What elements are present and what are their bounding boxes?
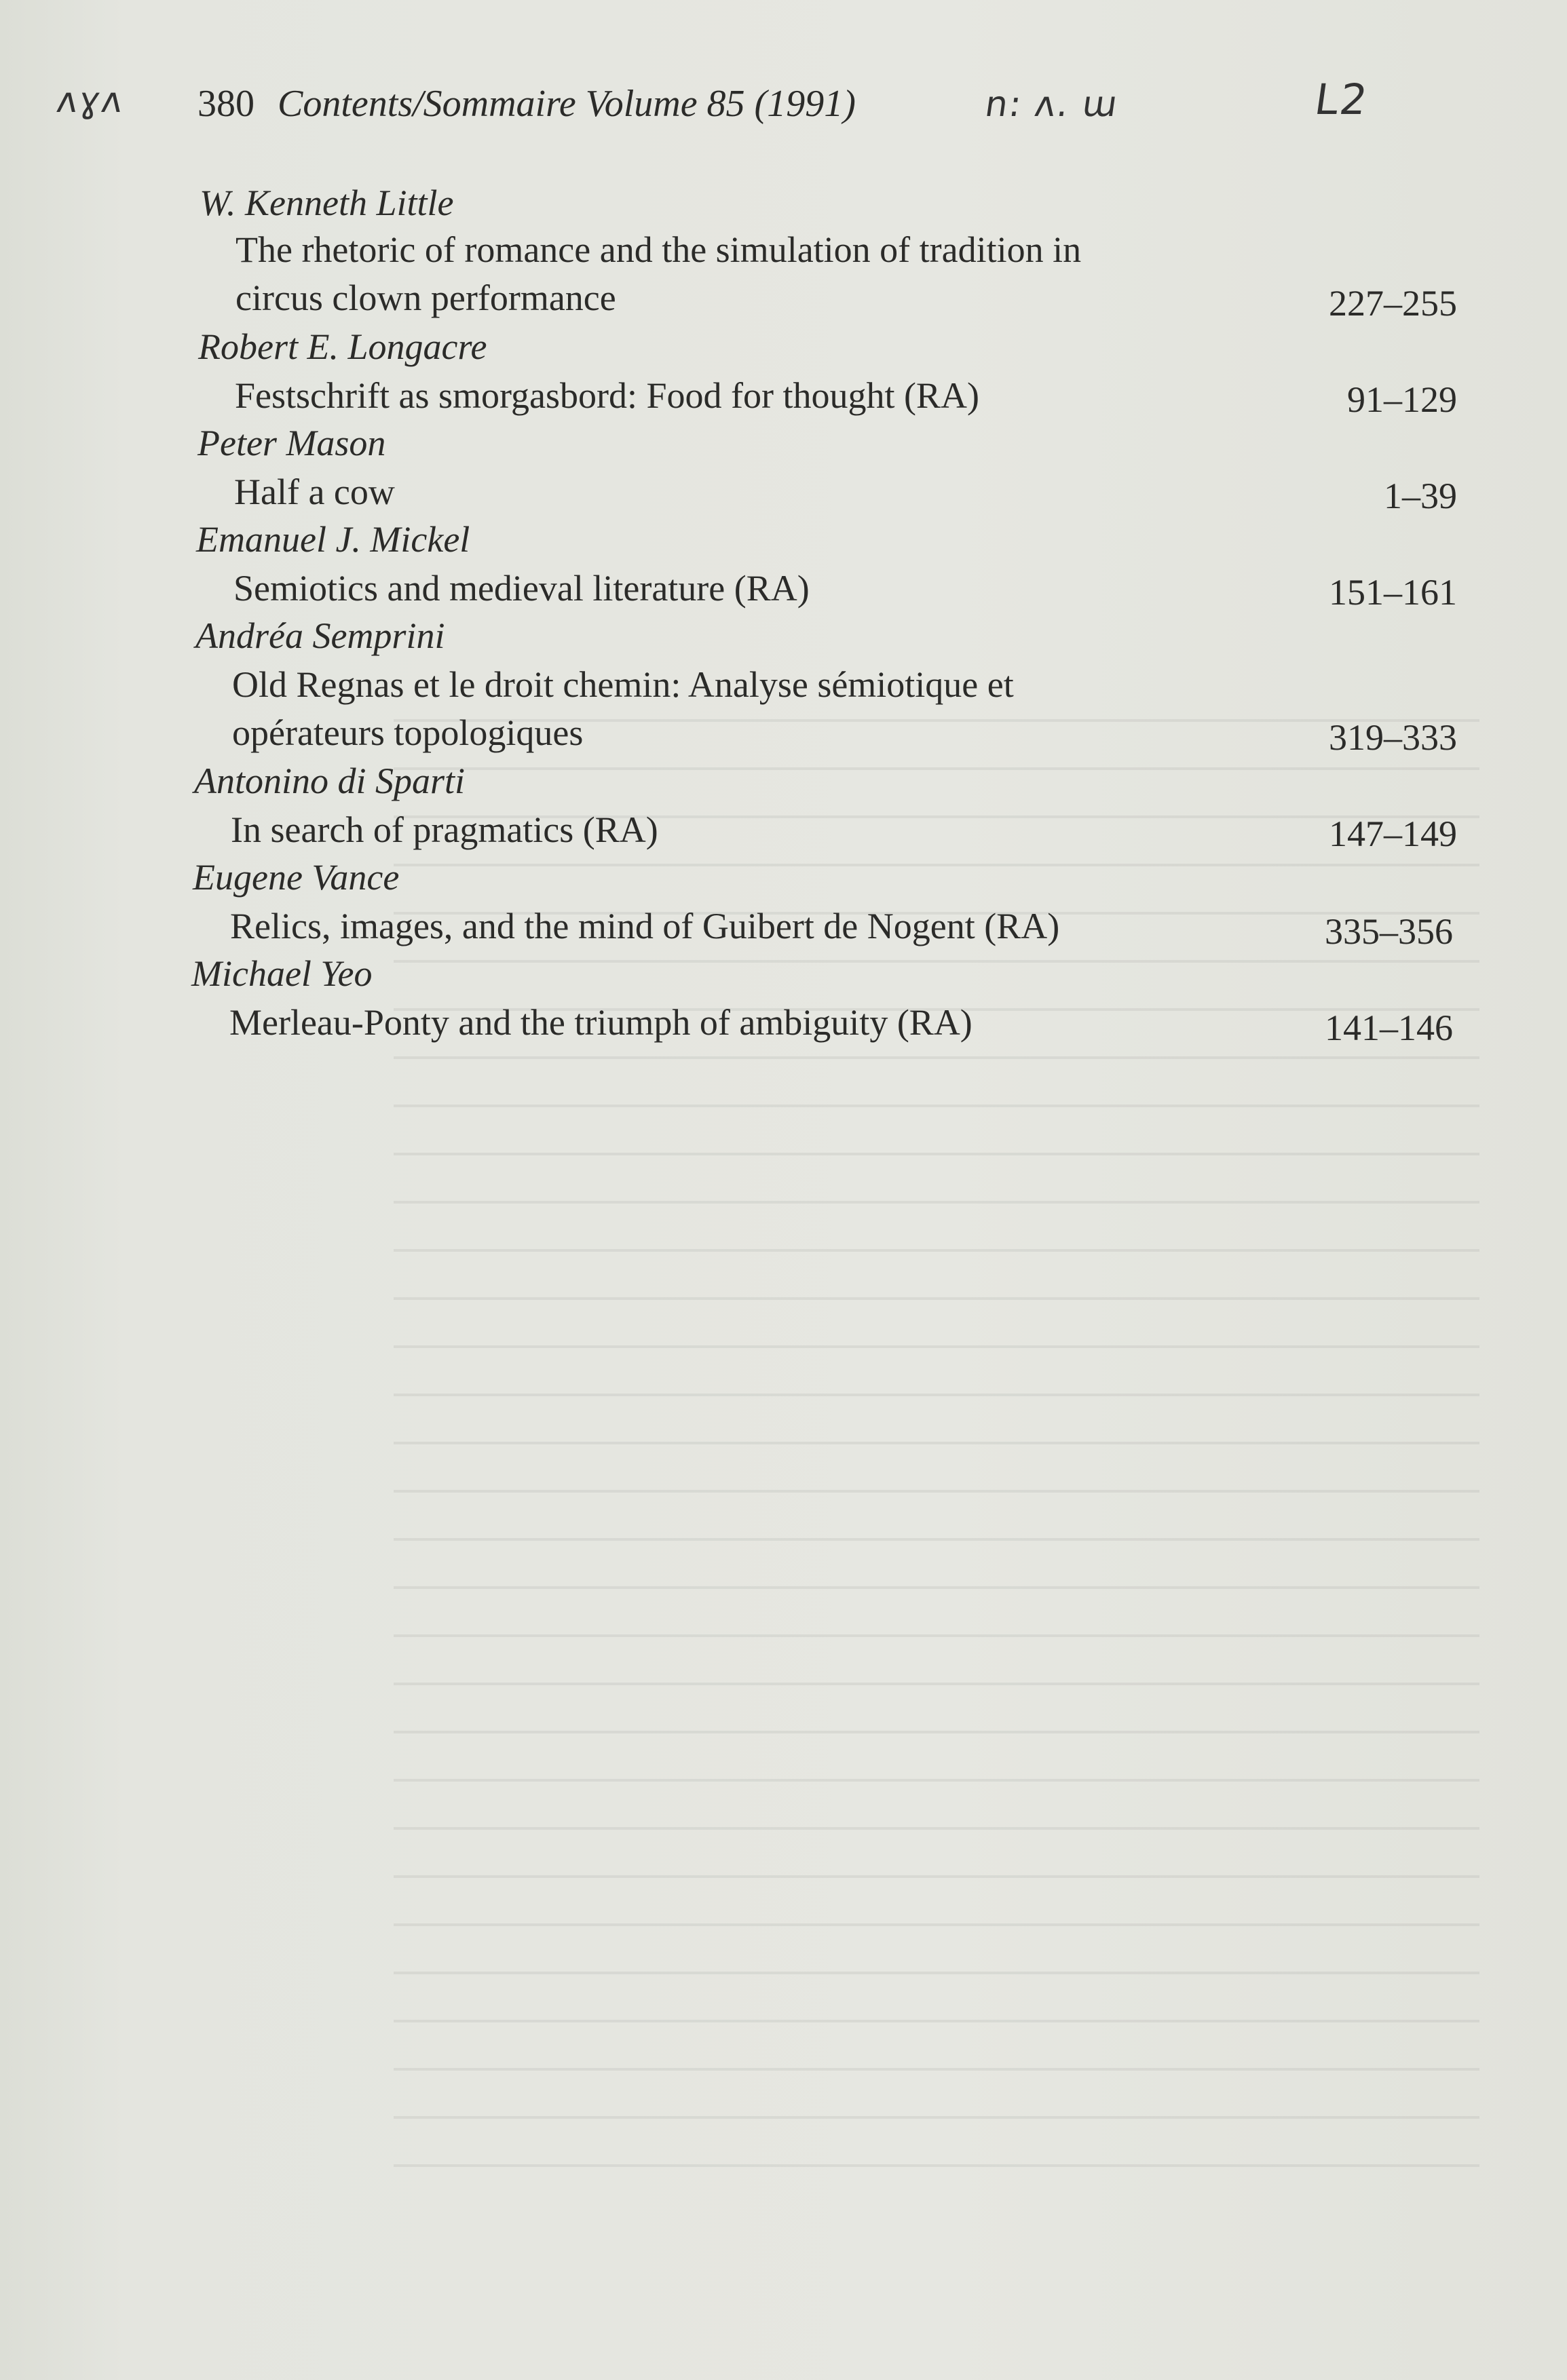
entry-author: Andréa Semprini xyxy=(195,615,445,656)
entry-title: Relics, images, and the mind of Guibert de Nogent (RA) xyxy=(230,906,1060,946)
page-number: 380 xyxy=(197,83,254,125)
entry-pages: 151–161 xyxy=(1329,572,1457,613)
entry-title: Merleau-Ponty and the triumph of ambiguity (RA) xyxy=(229,1002,973,1043)
entry-author: Michael Yeo xyxy=(191,953,373,994)
entry-author: W. Kenneth Little xyxy=(200,183,454,223)
running-title: Contents/Sommaire Volume 85 (1991) xyxy=(278,83,856,125)
entry-author: Robert E. Longacre xyxy=(198,326,487,367)
entry-author: Antonino di Sparti xyxy=(194,761,466,801)
entry-title: The rhetoric of romance and the simulation of tradition in xyxy=(235,229,1082,270)
entry-pages: 1–39 xyxy=(1384,476,1457,516)
entry-title: opérateurs topologiques xyxy=(232,712,584,753)
entry-pages: 227–255 xyxy=(1329,283,1457,324)
handwritten-mark-right: L2 xyxy=(1311,75,1372,124)
entry-pages: 335–356 xyxy=(1325,911,1453,952)
entry-title: circus clown performance xyxy=(235,277,616,318)
entry-title: Old Regnas et le droit chemin: Analyse sémiotique et xyxy=(232,664,1014,705)
entry-pages: 141–146 xyxy=(1325,1007,1453,1048)
entry-title: In search of pragmatics (RA) xyxy=(231,809,658,850)
entry-pages: 91–129 xyxy=(1347,379,1457,420)
bleed-through-texture xyxy=(394,678,1479,2171)
entry-author: Peter Mason xyxy=(197,423,386,463)
entry-author: Eugene Vance xyxy=(193,857,400,898)
entry-pages: 319–333 xyxy=(1329,717,1457,758)
entry-title: Half a cow xyxy=(234,472,395,512)
entry-title: Festschrift as smorgasbord: Food for thought (RA) xyxy=(235,375,979,416)
running-head xyxy=(197,82,856,126)
entry-title: Semiotics and medieval literature (RA) xyxy=(233,568,810,609)
entry-author: Emanuel J. Mickel xyxy=(196,519,470,560)
handwritten-mark-left: ʌɣʌ xyxy=(54,80,127,121)
handwritten-mark-middle: n: ʌ. ɯ xyxy=(982,84,1121,125)
entry-pages: 147–149 xyxy=(1329,813,1457,854)
